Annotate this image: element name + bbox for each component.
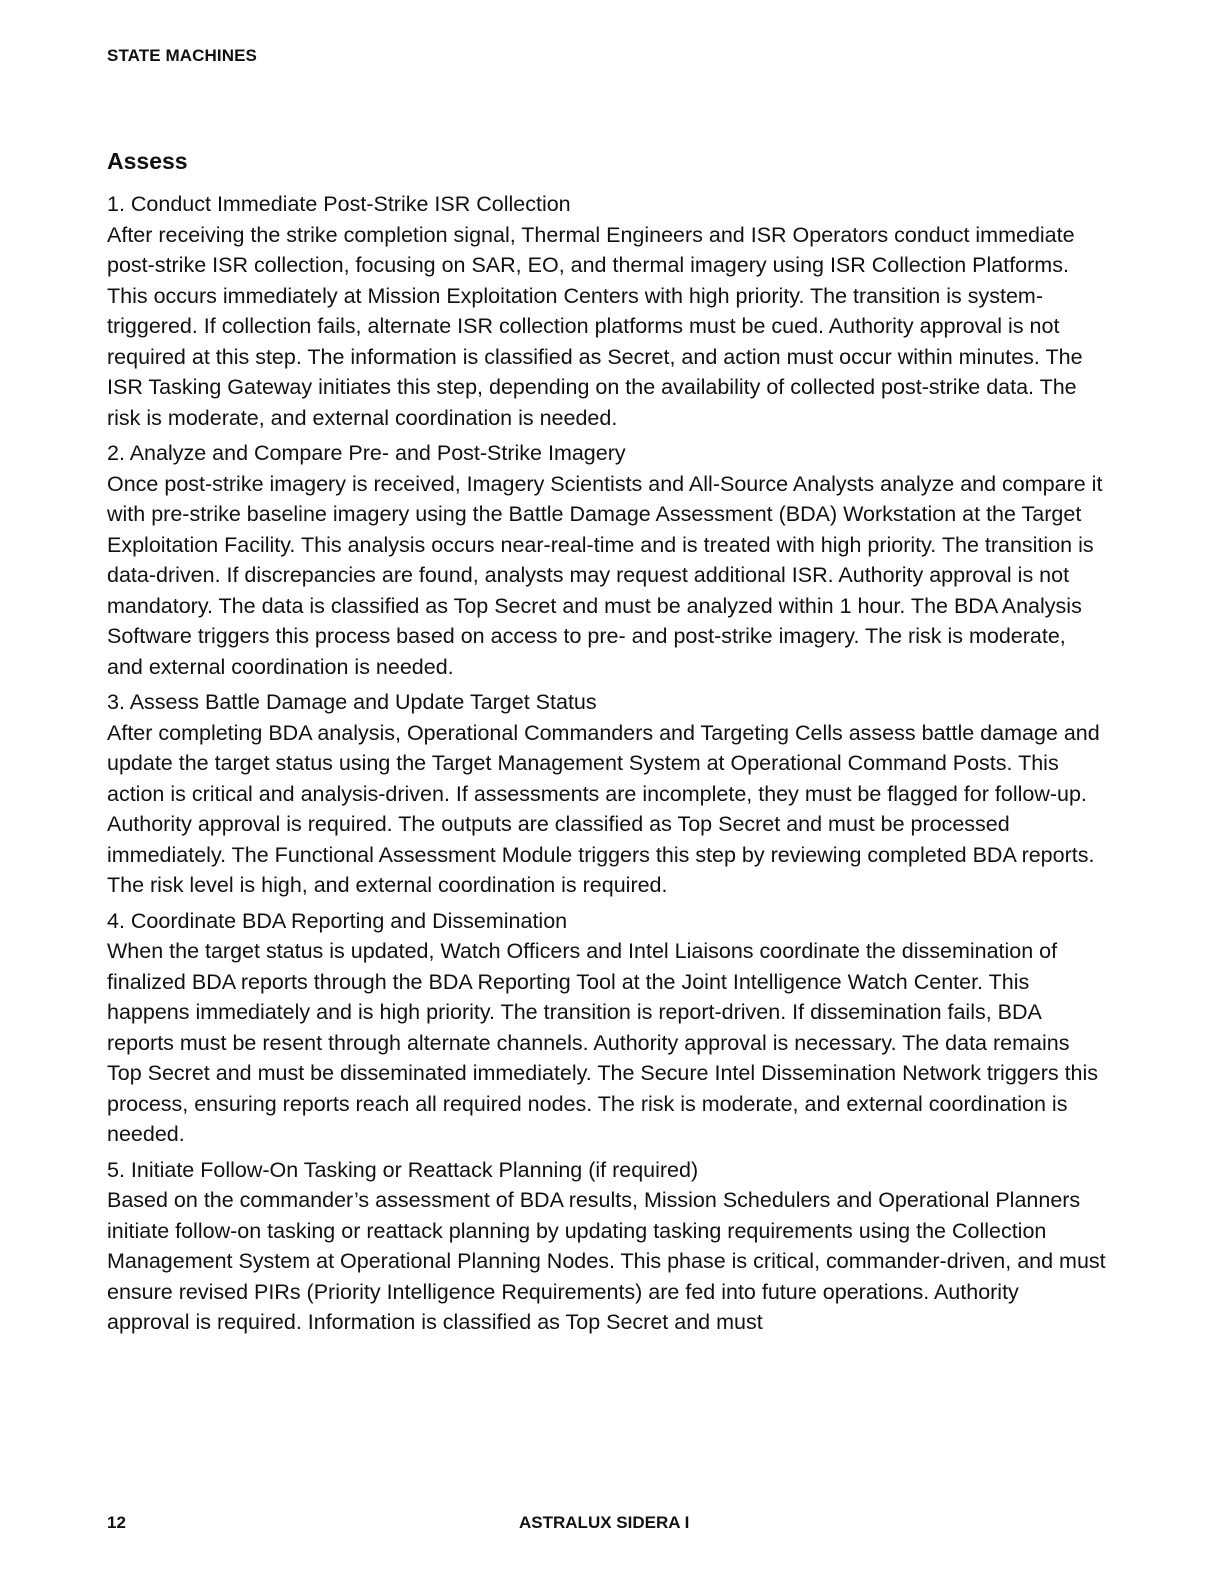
step-4: [107, 906, 1107, 1150]
publication-title: ASTRALUX SIDERA I: [519, 1513, 690, 1532]
step-body: After completing BDA analysis, Operational Commanders and Targeting Cells assess battle damage and update the target status using the Target Management System at Operational Command Posts. This action is critical and analysis-driven. If assessments are incomplete, they must be flagged for follow-up. Authority approval is required. The outputs are classified as Top Secret and must be processed immediately. The Functional Assessment Module triggers this step by reviewing completed BDA reports. The risk level is high, and external coordination is required.: [107, 720, 1100, 897]
step-body: Based on the commander’s assessment of BDA results, Mission Schedulers and Operational Planners initiate follow-on tasking or reattack planning by updating tasking requirements using the Collection Management System at Operational Planning Nodes. This phase is critical, commander-driven, and must ensure revised PIRs (Priority Intelligence Requirements) are fed into future operations. Authority approval is required. Information is classified as Top Secret and must: [107, 1188, 1106, 1334]
step-5: [107, 1155, 1107, 1338]
step-heading: 1. Conduct Immediate Post-Strike ISR Collection: [107, 192, 571, 216]
section-title: Assess: [107, 148, 188, 174]
step-body: Once post-strike imagery is received, Imagery Scientists and All-Source Analysts analyze and compare it with pre-strike baseline imagery using the Battle Damage Assessment (BDA) Workstation at the Target Exploitation Facility. This analysis occurs near-real-time and is treated with high priority. The transition is data-driven. If discrepancies are found, analysts may request additional ISR. Authority approval is not mandatory. The data is classified as Top Secret and must be analyzed within 1 hour. The BDA Analysis Software triggers this process based on access to pre- and post-strike imagery. The risk is moderate, and external coordination is needed.: [107, 471, 1103, 679]
step-heading: 4. Coordinate BDA Reporting and Dissemination: [107, 908, 568, 933]
step-2: [107, 438, 1107, 682]
step-heading: 5. Initiate Follow-On Tasking or Reattack Planning (if required): [107, 1157, 699, 1182]
page-content: [107, 146, 1107, 1343]
step-body: When the target status is updated, Watch Officers and Intel Liaisons coordinate the dissemination of finalized BDA reports through the BDA Reporting Tool at the Joint Intelligence Watch Center. This happens immediately and is high priority. The transition is report-driven. If dissemination fails, BDA reports must be resent through alternate channels. Authority approval is necessary. The data remains Top Secret and must be disseminated immediately. The Secure Intel Dissemination Network triggers this process, ensuring reports reach all required nodes. The risk is moderate, and external coordination is needed.: [107, 939, 1099, 1146]
step-body: After receiving the strike completion signal, Thermal Engineers and ISR Operators conduct immediate post-strike ISR collection, focusing on SAR, EO, and thermal imagery using ISR Collection Platforms. This occurs immediately at Mission Exploitation Centers with high priority. The transition is system-triggered. If collection fails, alternate ISR collection platforms must be cued. Authority approval is not required at this step. The information is classified as Secret, and action must occur within minutes. The ISR Tasking Gateway initiates this step, depending on the availability of collected post-strike data. The risk is moderate, and external coordination is needed.: [107, 222, 1083, 430]
step-1: [107, 189, 1107, 433]
step-3: [107, 687, 1107, 901]
running-header: STATE MACHINES: [107, 46, 257, 65]
step-heading: 2. Analyze and Compare Pre- and Post-Strike Imagery: [107, 441, 626, 465]
step-heading: 3. Assess Battle Damage and Update Target Status: [107, 690, 597, 714]
page-number: 12: [107, 1513, 126, 1532]
